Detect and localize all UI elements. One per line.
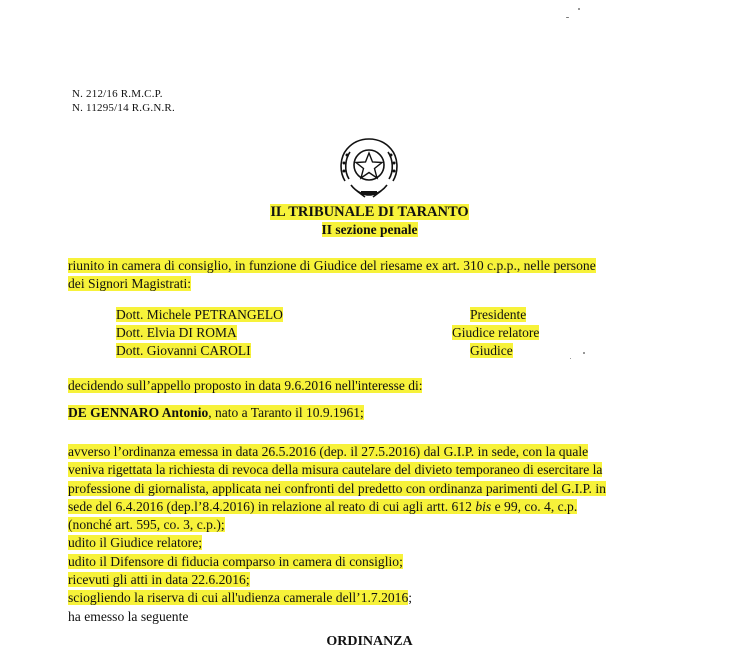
intro-line-1: riunito in camera di consiglio, in funzione di Giudice del riesame ex art. 310 c.p.p., nelle persone [68, 258, 596, 273]
decision-title: ORDINANZA [326, 634, 413, 649]
body-paragraph [68, 443, 680, 626]
body-line-9: sciogliendo la riserva di cui all'udienza camerale dell’1.7.2016 [68, 590, 409, 606]
body-line-8: ricevuti gli atti in data 22.6.2016; [68, 572, 250, 588]
intro-paragraph [68, 257, 680, 294]
scan-speck [578, 8, 580, 10]
judge-2-role: Giudice relatore [452, 325, 540, 340]
deciding-line: decidendo sull’appello proposto in data 9.6.2016 nell'interesse di: [68, 378, 423, 393]
court-title-row [0, 204, 739, 221]
body-line-9-end: ; [408, 590, 413, 606]
intro-line-2: dei Signori Magistrati: [68, 276, 192, 292]
body-line-2: veniva rigettata la richiesta di revoca della misura cautelare del divieto temporaneo di esercitare la [68, 462, 603, 478]
court-title: IL TRIBUNALE DI TARANTO [270, 204, 469, 220]
judge-3-role: Giudice [470, 343, 513, 358]
judge-2-name: Dott. Elvia DI ROMA [116, 325, 237, 340]
body-line-10: ha emesso la seguente [68, 608, 189, 624]
body-line-6: udito il Giudice relatore; [68, 535, 203, 551]
body-line-4: sede del 6.4.2016 (dep.l’8.4.2016) in relazione al reato di cui agli artt. 612 bis e 99, co. 4, c.p. [68, 498, 578, 514]
italian-republic-emblem-icon [337, 135, 401, 201]
judge-1-name: Dott. Michele PETRANGELO [116, 307, 283, 322]
appellant-name: DE GENNARO Antonio [68, 405, 209, 420]
section-title-row [0, 222, 739, 238]
body-line-3: professione di giornalista, applicata nei confronti del predetto con ordinanza parimenti del G.I.P. in [68, 480, 606, 496]
scan-speck [566, 17, 569, 18]
body-line-5: (nonché art. 595, co. 3, c.p.); [68, 517, 225, 533]
appellant-line [68, 405, 364, 421]
judge-3-name: Dott. Giovanni CAROLI [116, 343, 251, 358]
body-line-1: avverso l’ordinanza emessa in data 26.5.2016 (dep. il 27.5.2016) dal G.I.P. in sede, con la quale [68, 444, 589, 459]
scan-speck [583, 352, 585, 354]
body-line-7: udito il Difensore di fiducia comparso in camera di consiglio; [68, 553, 403, 569]
judge-1-role: Presidente [470, 307, 527, 322]
section-title: II sezione penale [321, 222, 418, 237]
reference-line-2: N. 11295/14 R.G.N.R. [72, 102, 175, 114]
reference-line-1: N. 212/16 R.M.C.P. [72, 88, 163, 100]
scan-speck [570, 358, 571, 359]
appellant-details: , nato a Taranto il 10.9.1961; [208, 405, 364, 420]
